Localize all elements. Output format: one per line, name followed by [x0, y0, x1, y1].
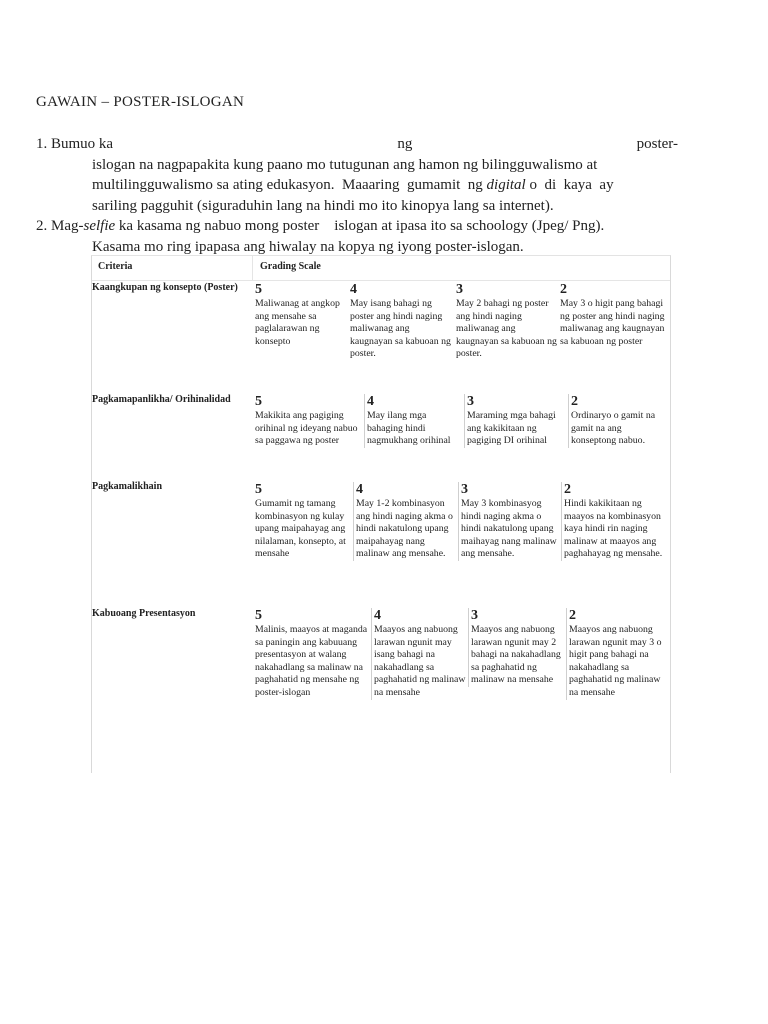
instruction-1-word-b: ng [397, 136, 413, 152]
instruction-1-line-4: sariling pagguhit (siguraduhin lang na hindi mo ito kinopya lang sa internet). [92, 197, 554, 214]
instructions [36, 134, 678, 257]
score: 3 [471, 608, 478, 623]
score: 3 [461, 482, 468, 497]
header-rule [92, 280, 670, 281]
score: 4 [367, 394, 374, 409]
score: 5 [255, 482, 262, 497]
score: 2 [560, 282, 567, 297]
score-description: Gumamit ng tamang kombinasyon ng kulay upang maipahayag ang nilalaman, konsepto, at mensahe [255, 498, 346, 560]
instruction-1-digital: digital [486, 177, 526, 193]
rubric-cell [255, 394, 361, 448]
rubric-cell [464, 394, 567, 448]
header-divider [252, 256, 253, 280]
instruction-1-word-a: Bumuo ka [51, 136, 114, 152]
instruction-1-line-3-post: o di kaya ay [525, 177, 614, 193]
rubric-cell [456, 282, 560, 361]
rubric-cell [468, 608, 567, 687]
instruction-item-1 [36, 134, 678, 216]
rubric-cell [255, 282, 349, 348]
score: 4 [356, 482, 363, 497]
score: 5 [255, 608, 262, 623]
instruction-1-line-3 [36, 175, 678, 196]
score: 3 [467, 394, 474, 409]
score: 2 [569, 608, 576, 623]
score-description: May 2 bahagi ng poster ang hindi naging maliwanag ang kaugnayan sa kabuoan ng poster. [456, 298, 557, 360]
rubric-cell [353, 482, 459, 561]
instruction-2-post: ka kasama ng nabuo mong poster islogan at ipasa ito sa schoology (Jpeg/ Png). [115, 218, 605, 234]
score: 4 [374, 608, 381, 623]
score-description: Maayos ang nabuong larawan ngunit may 2 bahagi na nakahadlang sa paghahatid ng malinaw na mensahe [471, 624, 561, 686]
criterion-label: Pagkamalikhain [92, 481, 163, 492]
score: 4 [350, 282, 357, 297]
score-description: Maayos ang nabuong larawan ngunit may isang bahagi na nakahadlang sa paghahatid ng malinaw na mensahe [374, 624, 466, 698]
instruction-2-selfie: selfie [83, 218, 116, 234]
score-description: Maliwanag at angkop ang mensahe sa paglalarawan ng konsepto [255, 298, 340, 347]
score-description: Ordinaryo o gamit na gamit na ang konseptong nabuo. [571, 410, 656, 447]
instruction-item-2 [36, 216, 678, 257]
instruction-1-line-3-pre: multilingguwalismo sa ating edukasyon. Maaaring gumamit ng [92, 177, 487, 193]
item-number: 2. [36, 218, 48, 234]
score-description: Malinis, maayos at maganda sa paningin ang kabuuang presentasyon at walang nakahadlang sa malinaw na paghahatid ng mensahe ng poster-islogan [255, 624, 368, 698]
score-description: May 1-2 kombinasyon ang hindi naging akma o hindi nakatulong upang maipahayag nang malinaw ang mensahe. [356, 498, 453, 560]
score: 2 [571, 394, 578, 409]
score-description: May isang bahagi ng poster ang hindi naging maliwanag ang kaugnayan sa kabuoan ng poster. [350, 298, 451, 360]
rubric-cell [458, 482, 561, 561]
score-description: May ilang mga bahaging hindi nagmukhang orihinal [367, 410, 451, 447]
rubric-cell [255, 608, 371, 700]
instruction-2-line-1 [36, 216, 678, 237]
rubric-cell [561, 482, 669, 561]
score-description: Maayos ang nabuong larawan ngunit may 3 o higit pang bahagi na nakahadlang sa paghahatid ng malinaw na mensahe [569, 624, 662, 698]
criterion-label: Pagkamapanlikha/ Orihinalidad [92, 394, 231, 405]
criterion-label: Kabuoang Presentasyon [92, 608, 196, 619]
rubric-cell [350, 282, 454, 361]
score-description: May 3 kombinasyog hindi naging akma o hindi nakatulong upang maihayag nang malinaw ang mensahe. [461, 498, 557, 560]
rubric-cell [255, 482, 351, 561]
instruction-1-line-2: islogan na nagpapakita kung paano mo tutugunan ang hamon ng bilingguwalismo at [92, 156, 598, 173]
score: 3 [456, 282, 463, 297]
criterion-label: Kaangkupan ng konsepto (Poster) [92, 282, 238, 293]
rubric-cell [566, 608, 669, 700]
score-description: Makikita ang pagiging orihinal ng ideyang nabuo sa paggawa ng poster [255, 410, 358, 447]
rubric-table [91, 255, 671, 773]
grading-scale-header: Grading Scale [260, 261, 321, 272]
instruction-1-word-c: poster- [636, 136, 678, 152]
page-title: GAWAIN – POSTER-ISLOGAN [36, 94, 245, 110]
score-description: Hindi kakikitaan ng maayos na kombinasyon kaya hindi rin naging malinaw at maayos ang paghahayag ng mensahe. [564, 498, 663, 560]
instruction-2-line-2: Kasama mo ring ipapasa ang hiwalay na kopya ng iyong poster-islogan. [92, 238, 524, 255]
score: 2 [564, 482, 571, 497]
rubric-cell [371, 608, 469, 700]
rubric-cell [560, 282, 666, 348]
score-description: May 3 o higit pang bahagi ng poster ang hindi naging maliwanag ang kaugnayan sa kabuoan ng poster [560, 298, 665, 347]
item-number: 1. [36, 136, 48, 152]
criteria-header: Criteria [98, 261, 133, 272]
score: 5 [255, 282, 262, 297]
instruction-1-line-1 [36, 134, 678, 155]
rubric-cell [568, 394, 669, 448]
score-description: Maraming mga bahagi ang kakikitaan ng pagiging DI orihinal [467, 410, 556, 447]
rubric-cell [364, 394, 463, 448]
instruction-2-pre: Mag- [51, 218, 84, 234]
score: 5 [255, 394, 262, 409]
instruction-1-start [36, 134, 113, 155]
